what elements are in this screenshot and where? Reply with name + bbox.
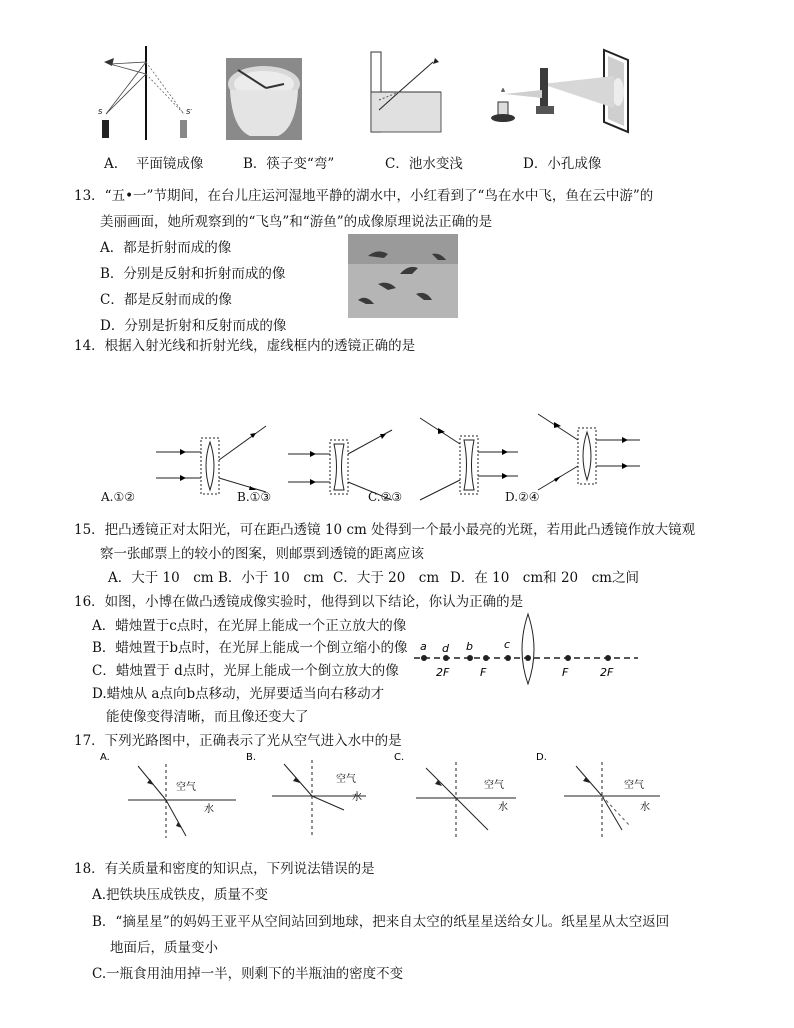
q16-option-d-line2: 能使像变得清晰，而且像还变大了 — [106, 709, 309, 725]
q13-option-b: B．分别是反射和折射而成的像 — [100, 266, 286, 282]
q13-option-c: C．都是反射而成的像 — [100, 292, 232, 308]
q18-option-b-line2: 地面后，质量变小 — [110, 940, 218, 956]
q14-option-c: C.②③ — [368, 490, 403, 504]
q14-option-d: D.②④ — [505, 490, 540, 504]
q17-letter-c: C. — [394, 752, 405, 763]
q15-option-c: C．大于 20 cm — [333, 570, 440, 586]
svg-text:S′: S′ — [186, 108, 193, 116]
q14-stem: 14．根据入射光线和折射光线，虚线框内的透镜正确的是 — [74, 338, 416, 354]
q12-caption-a: A. 平面镜成像 — [104, 156, 204, 172]
svg-text:S: S — [98, 108, 103, 116]
q15-option-d: D．在 10 cm和 20 cm之间 — [450, 570, 639, 586]
q14-option-a: A.①② — [101, 490, 135, 504]
q17-air-c: 空气 — [484, 780, 504, 791]
q12-caption-c: C．池水变浅 — [385, 156, 463, 172]
axis-label-2f-right: 2F — [600, 666, 614, 679]
point-d: d — [442, 642, 449, 655]
q14-option-b: B.①③ — [237, 490, 272, 504]
q17-water-a: 水 — [204, 804, 214, 815]
axis-label-f-right: F — [562, 666, 569, 679]
fish-bird-photo — [348, 234, 458, 318]
q15-stem-line1: 15．把凸透镜正对太阳光，可在距凸透镜 10 cm 处得到一个最小最亮的光斑，若用此凸透镜作放大镜观 — [74, 522, 696, 538]
q13-stem-line2: 美丽画面，她所观察到的“飞鸟”和“游鱼”的成像原理说法正确的是 — [100, 214, 493, 230]
q15-stem-line2: 察一张邮票上的较小的图案，则邮票到透镜的距离应该 — [100, 546, 424, 562]
q17-letter-b: B. — [246, 752, 257, 763]
q18-stem: 18．有关质量和密度的知识点，下列说法错误的是 — [74, 861, 375, 877]
q18-option-a: A.把铁块压成铁皮，质量不变 — [92, 887, 269, 903]
q17-stem: 17．下列光路图中，正确表示了光从空气进入水中的是 — [74, 733, 402, 749]
q13-option-a: A．都是折射而成的像 — [100, 240, 232, 256]
q16-option-a: A．蜡烛置于c点时，在光屏上能成一个正立放大的像 — [92, 618, 407, 634]
q15-option-a: A．大于 10 cm — [108, 570, 214, 586]
axis-label-f-left: F — [480, 666, 487, 679]
chopsticks-photo — [226, 58, 302, 140]
q16-option-d-line1: D.蜡烛从 a点向b点移动，光屏要适当向右移动才 — [92, 686, 385, 702]
q17-letter-a: A. — [100, 752, 110, 763]
point-a: a — [420, 640, 427, 653]
q15-option-b: B．小于 10 cm — [218, 570, 324, 586]
q17-air-b: 空气 — [336, 774, 356, 785]
q16-stem: 16．如图，小博在做凸透镜成像实验时，他得到以下结论，你认为正确的是 — [74, 594, 524, 610]
q17-water-c: 水 — [498, 802, 508, 813]
q12-caption-d: D．小孔成像 — [523, 156, 602, 172]
q17-air-d: 空气 — [624, 780, 644, 791]
q17-light-path-diagrams — [100, 748, 680, 840]
q16-option-c: C．蜡烛置于 d点时，光屏上能成一个倒立放大的像 — [92, 663, 399, 679]
axis-label-2f-left: 2F — [436, 666, 450, 679]
q17-air-a: 空气 — [176, 782, 196, 793]
q18-option-c: C.一瓶食用油用掉一半，则剩下的半瓶油的密度不变 — [92, 966, 404, 982]
q17-water-b: 水 — [352, 792, 362, 803]
pinhole-camera-figure — [486, 46, 636, 134]
point-c: c — [504, 638, 511, 651]
q17-letter-d: D. — [536, 752, 547, 763]
plane-mirror-figure — [94, 44, 194, 144]
q17-water-d: 水 — [640, 802, 650, 813]
q18-option-b-line1: B．“摘星星”的妈妈王亚平从空间站回到地球，把来自太空的纸星星送给女儿。纸星星从太空返回 — [92, 914, 670, 930]
q16-option-b: B．蜡烛置于b点时，在光屏上能成一个倒立缩小的像 — [92, 640, 408, 656]
point-b: b — [466, 640, 473, 653]
q13-option-d: D．分别是折射和反射而成的像 — [100, 318, 287, 334]
pool-depth-figure — [365, 48, 445, 138]
q12-caption-b: B．筷子变“弯” — [243, 156, 335, 172]
q16-lens-axis-figure — [410, 610, 642, 686]
q13-stem-line1: 13．“五•一”节期间，在台儿庄运河湿地平静的湖水中，小红看到了“鸟在水中飞，鱼在云中游”的 — [74, 188, 654, 204]
